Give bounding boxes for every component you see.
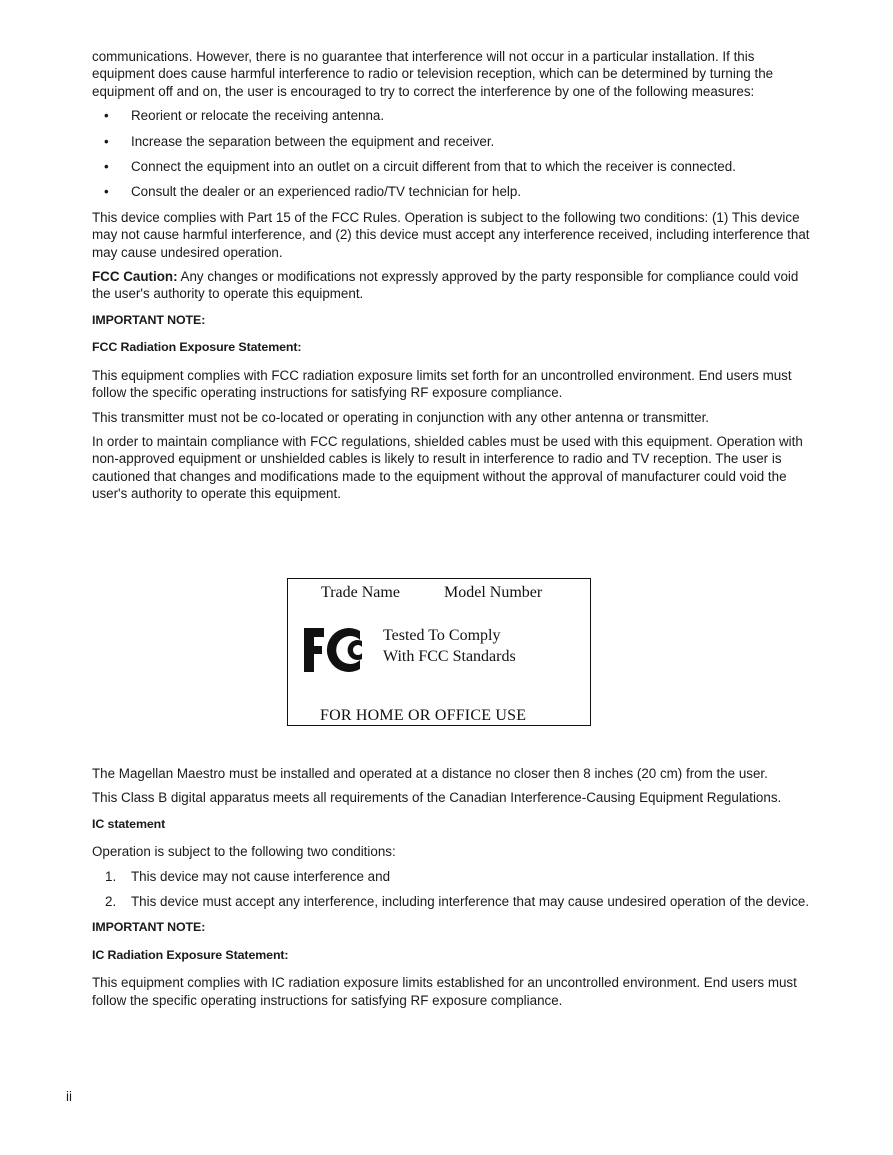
document-body [92, 48, 814, 510]
list-item [92, 107, 814, 124]
bullet-icon: • [104, 133, 109, 149]
fcc-radiation-paragraph-3: In order to maintain compliance with FCC regulations, shielded cables must be used with this equipment. Operation with non-approved equipment or unshielded cables is likely to result in interference to radio and TV reception. The user is cautioned that changes and modifications made to the equipment without the approval of manufacturer could void the user's authority to operate this equipment. [92, 433, 803, 502]
fcc-logo-icon [302, 625, 368, 675]
document-body-lower [92, 765, 814, 1016]
home-office-use-text: FOR HOME OR OFFICE USE [320, 707, 527, 724]
list-item [92, 183, 814, 200]
fcc-caution-label: FCC Caution: [92, 269, 178, 285]
list-item [92, 158, 814, 175]
page-number: ii [66, 1089, 72, 1104]
list-item [92, 868, 814, 885]
bullet-icon: • [104, 108, 109, 124]
bullet-icon: • [104, 184, 109, 200]
list-number: 2. [105, 894, 117, 910]
distance-paragraph: The Magellan Maestro must be installed and operated at a distance no closer then 8 inches (20 cm) from the user. [92, 766, 768, 781]
fcc-radiation-paragraph-1: This equipment complies with FCC radiation exposure limits set forth for an uncontrolled environment. End users must follow the specific operating instructions for satisfying RF exposure compliance. [92, 367, 792, 401]
list-number: 1. [105, 868, 117, 884]
measures-list [92, 107, 814, 201]
bullet-icon: • [104, 159, 109, 175]
model-number-label: Model Number [444, 584, 543, 601]
trade-name-label: Trade Name [321, 584, 400, 601]
ic-radiation-heading: IC Radiation Exposure Statement: [92, 947, 289, 962]
important-note-heading-2: IMPORTANT NOTE: [92, 920, 206, 935]
fcc-radiation-heading: FCC Radiation Exposure Statement: [92, 340, 302, 355]
fcc-radiation-paragraph-2: This transmitter must not be co-located or operating in conjunction with any other antenna or transmitter. [92, 409, 710, 425]
measure-text: Consult the dealer or an experienced radio/TV technician for help. [131, 184, 522, 200]
class-b-paragraph: This Class B digital apparatus meets all requirements of the Canadian Interference-Causing Equipment Regulations. [92, 790, 782, 806]
measure-text: Connect the equipment into an outlet on a circuit different from that to which the receiver is connected. [131, 159, 736, 175]
ic-statement-heading: IC statement [92, 816, 166, 831]
list-item [92, 893, 814, 910]
list-item [92, 133, 814, 150]
ic-conditions-list [92, 868, 814, 911]
important-note-heading: IMPORTANT NOTE: [92, 312, 206, 327]
tested-line-1: Tested To Comply [383, 627, 501, 644]
tested-line-2: With FCC Standards [383, 648, 516, 665]
condition-text: This device must accept any interference, including interference that may cause undesired operation of the device. [131, 894, 810, 910]
measure-text: Increase the separation between the equipment and receiver. [131, 133, 495, 149]
fcc-caution-paragraph [92, 268, 814, 303]
ic-conditions-intro: Operation is subject to the following two conditions: [92, 844, 396, 860]
part15-paragraph: This device complies with Part 15 of the FCC Rules. Operation is subject to the following two conditions: (1) This device may not cause harmful interference, and (2) this device must accept any interference received, including interference that may cause undesired operation. [92, 209, 810, 260]
fcc-caution-text: Any changes or modifications not expressly approved by the party responsible for compliance could void the user's authority to operate this equipment. [92, 269, 799, 302]
measure-text: Reorient or relocate the receiving antenna. [131, 108, 385, 124]
condition-text: This device may not cause interference and [131, 868, 391, 884]
ic-radiation-paragraph: This equipment complies with IC radiation exposure limits established for an uncontrolled environment. End users must follow the specific operating instructions for satisfying RF exposure compliance. [92, 975, 797, 1008]
fcc-compliance-label [287, 578, 591, 726]
fcc-tested-text [383, 625, 516, 667]
intro-paragraph: communications. However, there is no guarantee that interference will not occur in a particular installation. If this equipment does cause harmful interference to radio or television reception, which can be determined by turning the equipment off and on, the user is encouraged to try to correct the interference by one of the following measures: [92, 49, 774, 99]
